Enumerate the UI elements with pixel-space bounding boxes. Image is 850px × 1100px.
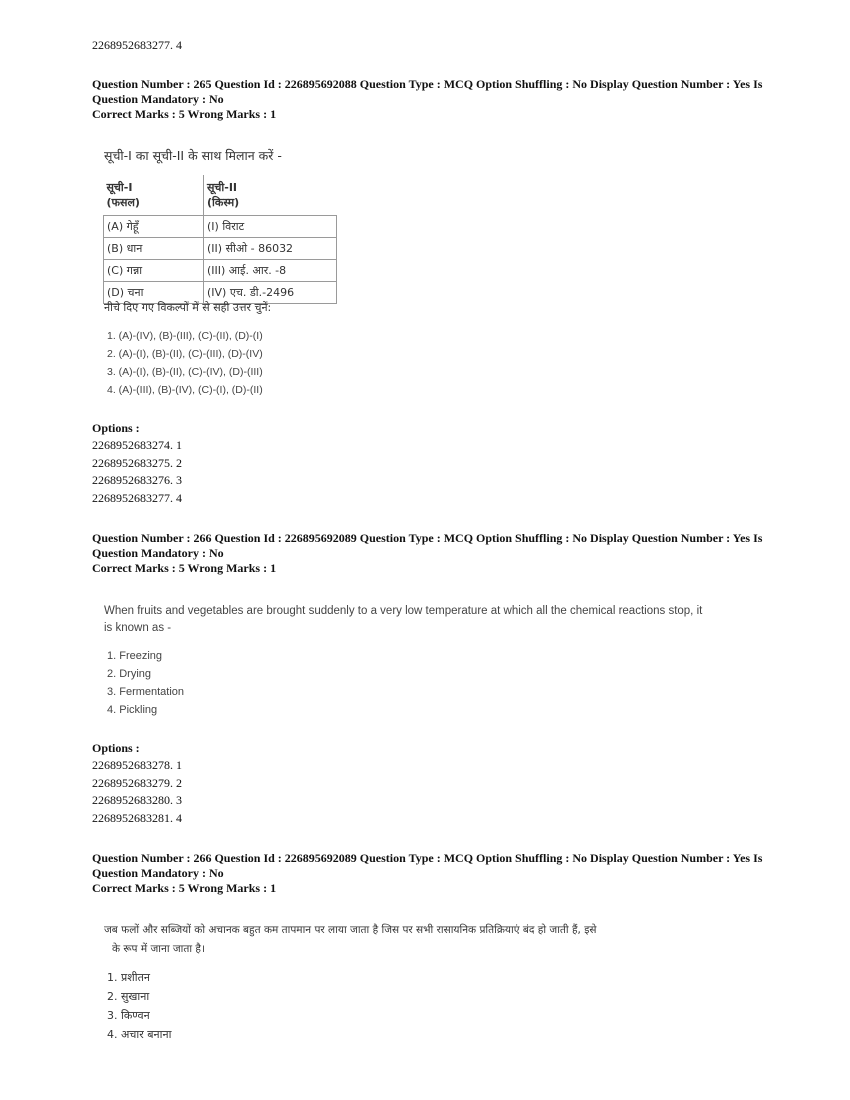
choice-item: 1. Freezing	[107, 650, 163, 662]
question-text-line2: is known as -	[104, 622, 172, 634]
table-header-cell: सूची-II (किस्म)	[204, 175, 337, 216]
question-meta-line1: Question Number : 266 Question Id : 226895692089 Question Type : MCQ Option Shuffling : No Display Question Number : Yes Is	[92, 531, 763, 545]
question-meta-line2: Question Mandatory : No	[92, 546, 224, 560]
table-cell: (A) गेहूँ	[104, 216, 204, 238]
choice-item: 2. (A)-(I), (B)-(II), (C)-(III), (D)-(IV)	[107, 348, 263, 360]
marks-line: Correct Marks : 5 Wrong Marks : 1	[92, 107, 277, 121]
choice-list	[107, 650, 184, 722]
options-label: Options :	[92, 421, 140, 435]
choice-item: 4. Pickling	[107, 704, 158, 716]
table-cell: (IV) एच. डी.-2496	[204, 282, 337, 304]
choice-list	[107, 330, 263, 402]
table-cell: (D) चना	[104, 282, 204, 304]
marks-line: Correct Marks : 5 Wrong Marks : 1	[92, 561, 277, 575]
match-table	[103, 175, 337, 304]
option-item: 2268952683275. 2	[92, 455, 182, 470]
choice-list	[107, 968, 171, 1044]
table-cell: (C) गन्ना	[104, 260, 204, 282]
table-header-row	[104, 175, 337, 216]
option-item: 2268952683278. 1	[92, 758, 182, 772]
table-row	[104, 216, 337, 238]
table-cell: (B) धान	[104, 238, 204, 260]
instruction-text: नीचे दिए गए विकल्पों में से सही उत्तर चुनें:	[104, 301, 272, 314]
question-meta-line1: Question Number : 265 Question Id : 226895692088 Question Type : MCQ Option Shuffling : No Display Question Number : Yes Is	[92, 77, 763, 91]
choice-item: 2. सुखाना	[107, 990, 150, 1003]
choice-item: 3. किण्वन	[107, 1009, 150, 1022]
options-list	[92, 758, 182, 828]
choice-item: 1. प्रशीतन	[107, 971, 150, 984]
option-item: 2268952683277. 4	[92, 490, 182, 505]
question-text-line1: When fruits and vegetables are brought suddenly to a very low temperature at which all the chemical reactions stop, it	[104, 605, 703, 617]
question-text: सूची-I का सूची-II के साथ मिलान करें -	[104, 148, 282, 163]
marks-line: Correct Marks : 5 Wrong Marks : 1	[92, 881, 277, 895]
question-meta	[92, 851, 772, 896]
page-header: 2268952683277. 4	[92, 38, 182, 52]
choice-item: 3. Fermentation	[107, 686, 185, 698]
options-list	[92, 438, 182, 508]
question-text-line2: के रूप में जाना जाता है।	[112, 943, 205, 955]
table-row	[104, 260, 337, 282]
choice-item: 4. (A)-(III), (B)-(IV), (C)-(I), (D)-(II)	[107, 384, 263, 396]
question-meta	[92, 77, 772, 122]
table-header-cell: सूची-I (फसल)	[104, 175, 204, 216]
question-text	[104, 921, 596, 959]
choice-item: 1. (A)-(IV), (B)-(III), (C)-(II), (D)-(I)	[107, 330, 263, 342]
option-item: 2268952683279. 2	[92, 775, 182, 790]
question-meta-line2: Question Mandatory : No	[92, 866, 224, 880]
choice-item: 2. Drying	[107, 668, 152, 680]
choice-item: 3. (A)-(I), (B)-(II), (C)-(IV), (D)-(III)	[107, 366, 263, 378]
table-cell: (I) विराट	[204, 216, 337, 238]
option-item: 2268952683281. 4	[92, 810, 182, 825]
choice-item: 4. अचार बनाना	[107, 1028, 172, 1041]
table-cell: (III) आई. आर. -8	[204, 260, 337, 282]
option-item: 2268952683276. 3	[92, 473, 182, 487]
question-text-line1: जब फलों और सब्जियों को अचानक बहुत कम तापमान पर लाया जाता है जिस पर सभी रासायनिक प्रतिक्रियाएं बंद हो जाती हैं, इसे	[104, 924, 597, 936]
question-text	[104, 603, 702, 637]
question-meta	[92, 531, 772, 576]
options-label: Options :	[92, 741, 140, 755]
question-meta-line2: Question Mandatory : No	[92, 92, 224, 106]
question-meta-line1: Question Number : 266 Question Id : 226895692089 Question Type : MCQ Option Shuffling : No Display Question Number : Yes Is	[92, 851, 763, 865]
table-row	[104, 238, 337, 260]
option-item: 2268952683280. 3	[92, 793, 182, 807]
option-item: 2268952683274. 1	[92, 438, 182, 452]
table-cell: (II) सीओ - 86032	[204, 238, 337, 260]
